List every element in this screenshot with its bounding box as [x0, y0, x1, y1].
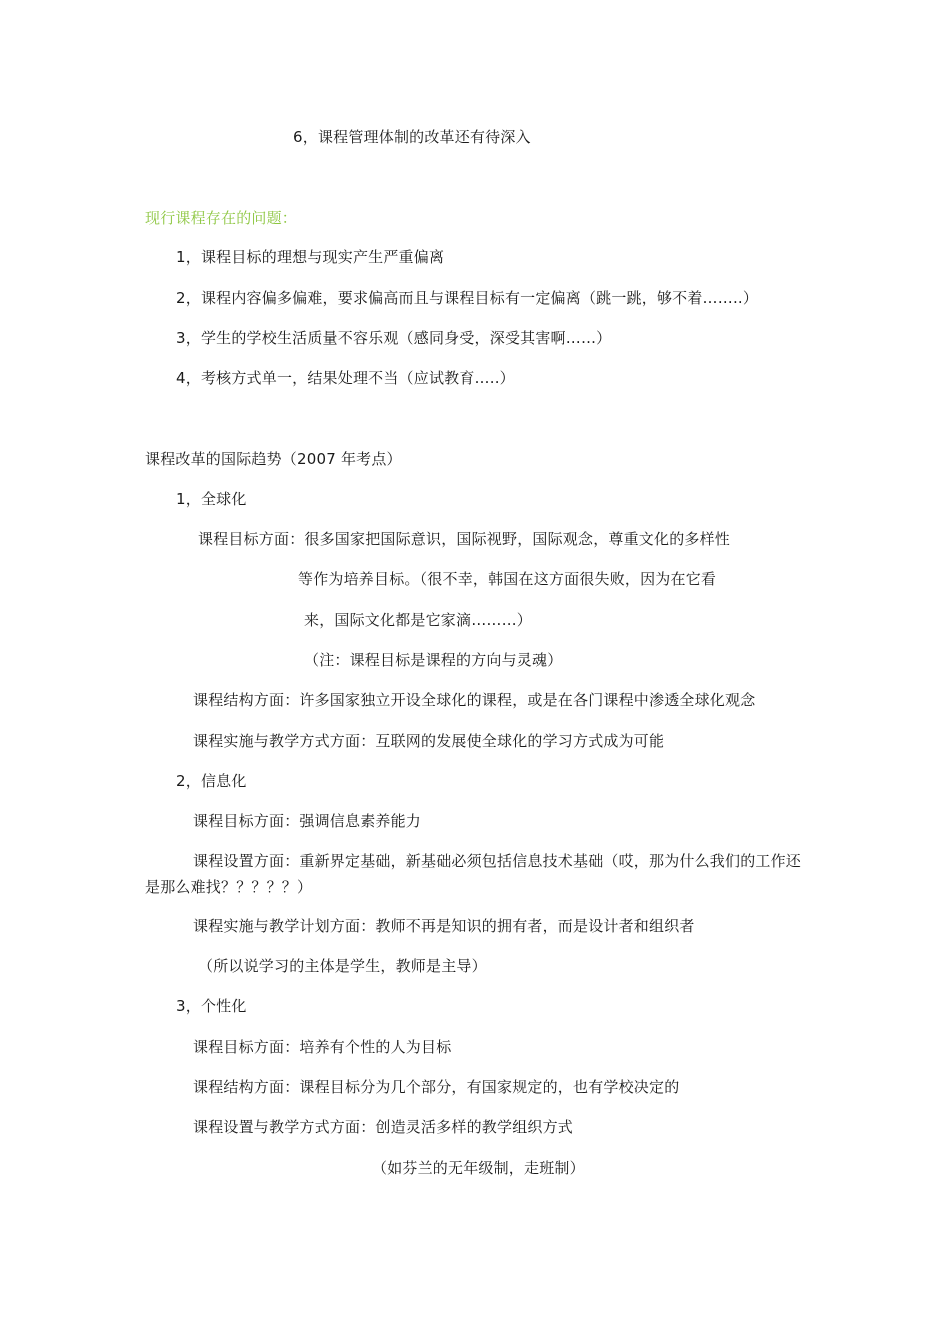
- problem-item-4: 4，考核方式单一，结果处理不当（应试教育…..）: [176, 369, 515, 387]
- informatization-implementation-line: 课程实施与教学计划方面：教师不再是知识的拥有者，而是设计者和组织者: [193, 917, 695, 935]
- personalization-note: （如芬兰的无年级制，走班制）: [372, 1159, 585, 1177]
- problem-item-1: 1，课程目标的理想与现实产生严重偏离: [176, 248, 445, 266]
- globalization-goal-continued-1: 等作为培养目标。（很不幸，韩国在这方面很失败，因为在它看: [298, 570, 717, 588]
- problem-item-3: 3，学生的学校生活质量不容乐观（感同身受，深受其害啊……）: [176, 329, 612, 347]
- personalization-structure-line: 课程结构方面：课程目标分为几个部分，有国家规定的，也有学校决定的: [193, 1078, 680, 1096]
- trend-heading-globalization: 1，全球化: [176, 490, 247, 508]
- section-heading-international-trends: 课程改革的国际趋势（2007 年考点）: [145, 450, 402, 468]
- informatization-goal-line: 课程目标方面：强调信息素养能力: [193, 812, 422, 830]
- globalization-structure-line: 课程结构方面：许多国家独立开设全球化的课程，或是在各门课程中渗透全球化观念: [193, 691, 756, 709]
- trend-heading-informatization: 2，信息化: [176, 772, 247, 790]
- problem-item-2: 2，课程内容偏多偏难，要求偏高而且与课程目标有一定偏离（跳一跳，够不着……..）: [176, 289, 759, 307]
- section-heading-current-problems: 现行课程存在的问题：: [145, 209, 298, 227]
- item-6-course-management: 6，课程管理体制的改革还有待深入: [293, 128, 531, 146]
- personalization-setting-line: 课程设置与教学方式方面：创造灵活多样的教学组织方式: [193, 1118, 574, 1136]
- informatization-setting-paragraph: 课程设置方面：重新界定基础，新基础必须包括信息技术基础（哎，那为什么我们的工作还是那么难找？？？？？）: [145, 852, 802, 896]
- globalization-goal-line: 课程目标方面：很多国家把国际意识，国际视野，国际观念，尊重文化的多样性: [198, 530, 731, 548]
- personalization-goal-line: 课程目标方面：培养有个性的人为目标: [193, 1038, 452, 1056]
- globalization-goal-note: （注：课程目标是课程的方向与灵魂）: [304, 651, 563, 669]
- globalization-goal-continued-2: 来，国际文化都是它家滴………）: [304, 611, 533, 629]
- globalization-implementation-line: 课程实施与教学方式方面：互联网的发展使全球化的学习方式成为可能: [193, 732, 665, 750]
- informatization-note: （所以说学习的主体是学生，教师是主导）: [198, 957, 487, 975]
- trend-heading-personalization: 3，个性化: [176, 997, 247, 1015]
